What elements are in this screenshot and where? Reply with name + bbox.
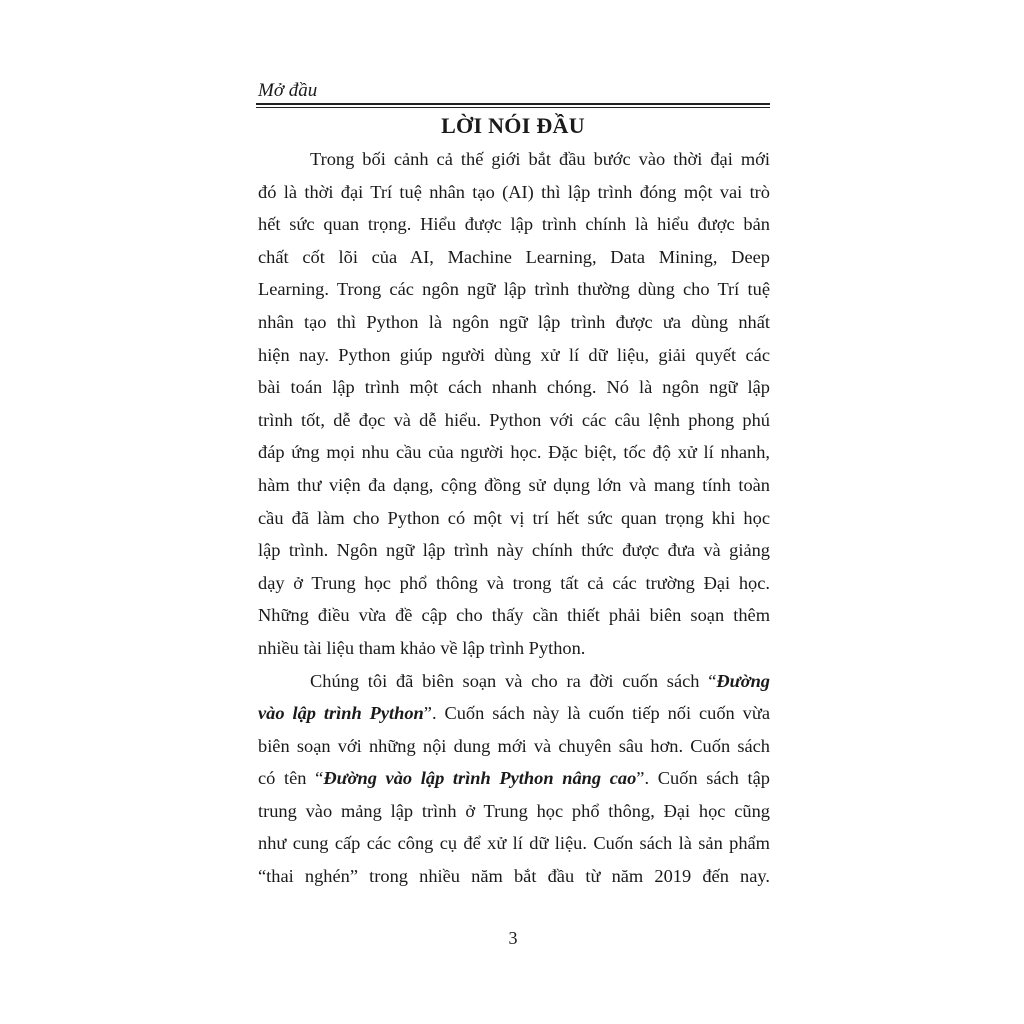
- text-line: dạy ở Trung học phổ thông và trong tất cả các trường Đại học.: [258, 572, 770, 593]
- text-line: như cung cấp các công cụ để xử lí dữ liệu. Cuốn sách là sản phẩm: [258, 833, 770, 854]
- text-line: hàm thư viện đa dạng, cộng đồng sử dụng lớn và mang tính toàn: [258, 474, 770, 495]
- text-line: Trong bối cảnh cả thế giới bắt đầu bước vào thời đại mới: [310, 149, 770, 169]
- text-line: Những điều vừa đề cập cho thấy cần thiết phải biên soạn thêm: [258, 605, 770, 626]
- paragraph-1: [258, 143, 770, 665]
- book-title-emphasis: Đường vào lập trình Python nâng cao: [323, 768, 637, 789]
- text-line: [258, 665, 770, 698]
- text-line: trung vào mảng lập trình ở Trung học phổ thông, Đại học cũng: [258, 800, 770, 821]
- text-line: nhân tạo thì Python là ngôn ngữ lập trình được ưa dùng nhất: [258, 311, 770, 332]
- text-run: ”. Cuốn sách này là cuốn tiếp nối cuốn vừa: [423, 703, 770, 724]
- body-text: [258, 143, 770, 893]
- page-number: 3: [508, 928, 518, 948]
- text-run: có tên “: [258, 768, 324, 789]
- running-header: Mở đầu: [258, 80, 318, 101]
- text-line: đáp ứng mọi nhu cầu của người học. Đặc biệt, tốc độ xử lí nhanh,: [258, 442, 770, 463]
- text-line: đó là thời đại Trí tuệ nhân tạo (AI) thì lập trình đóng một vai trò: [258, 181, 770, 202]
- text-line: hiện nay. Python giúp người dùng xử lí dữ liệu, giải quyết các: [258, 344, 770, 365]
- header-rule-thin: [256, 107, 770, 108]
- text-run: Chúng tôi đã biên soạn và cho ra đời cuốn sách “: [310, 670, 717, 691]
- book-title-emphasis: vào lập trình Python: [258, 703, 424, 724]
- text-line: [258, 762, 770, 795]
- text-line: [258, 697, 770, 730]
- text-line: lập trình. Ngôn ngữ lập trình này chính thức được đưa và giảng: [258, 540, 770, 561]
- text-line: hết sức quan trọng. Hiểu được lập trình chính là hiểu được bản: [258, 214, 770, 235]
- text-line: nhiều tài liệu tham khảo về lập trình Python.: [258, 637, 586, 658]
- text-line: bài toán lập trình một cách nhanh chóng. Nó là ngôn ngữ lập: [258, 377, 770, 398]
- text-line: biên soạn với những nội dung mới và chuyên sâu hơn. Cuốn sách: [258, 735, 770, 756]
- chapter-title: LỜI NÓI ĐẦU: [441, 113, 585, 138]
- text-line: cầu đã làm cho Python có một vị trí hết sức quan trọng khi học: [258, 507, 770, 528]
- book-title-emphasis: Đường: [716, 670, 770, 691]
- text-line: “thai nghén” trong nhiều năm bắt đầu từ năm 2019 đến nay.: [258, 866, 770, 887]
- text-line: chất cốt lõi của AI, Machine Learning, Data Mining, Deep: [258, 246, 770, 267]
- header-rule-thick: [256, 103, 770, 105]
- paragraph-2: [258, 665, 770, 893]
- text-line: trình tốt, dễ đọc và dễ hiểu. Python với các câu lệnh phong phú: [258, 409, 770, 430]
- text-line: Learning. Trong các ngôn ngữ lập trình thường dùng cho Trí tuệ: [258, 279, 770, 300]
- text-run: ”. Cuốn sách tập: [636, 768, 771, 789]
